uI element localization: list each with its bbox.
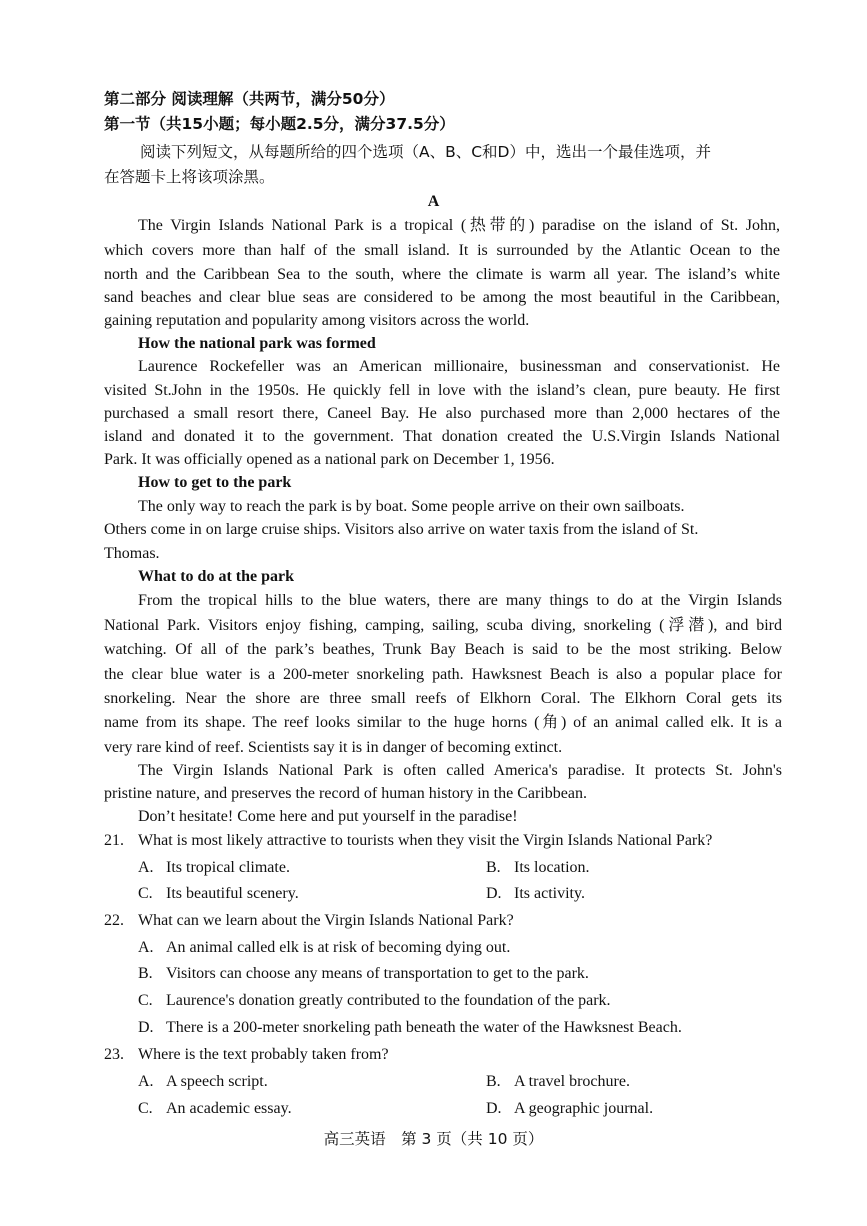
instruction-line-2: 在答题卡上将该项涂黑。 — [104, 168, 275, 186]
passage-line: the clear blue water is a 200-meter snorkeling path. Hawksnest Beach is also a popular place for — [104, 666, 782, 683]
option-letter[interactable]: C. — [138, 992, 153, 1009]
passage-line: watching. Of all of the park’s beathes, Trunk Bay Beach is said to be the most striking. Below — [104, 641, 782, 658]
passage-line: Others come in on large cruise ships. Visitors also arrive on water taxis from the island of St. — [104, 521, 699, 538]
passage-line: gaining reputation and popularity among visitors across the world. — [104, 312, 530, 329]
section-title: 第一节（共15小题；每小题2.5分，满分37.5分） — [104, 115, 455, 133]
option-text: A speech script. — [166, 1073, 268, 1090]
passage-line: Thomas. — [104, 545, 160, 562]
page-footer: 高三英语 第 3 页（共 10 页） — [323, 1130, 544, 1148]
option-letter[interactable]: A. — [138, 859, 154, 876]
passage-line: Park. It was officially opened as a national park on December 1, 1956. — [104, 451, 555, 468]
option-text: Visitors can choose any means of transportation to get to the park. — [166, 965, 589, 982]
option-letter[interactable]: A. — [138, 1073, 154, 1090]
passage-line: name from its shape. The reef looks similar to the huge horns (角) of an animal called elk. It is a — [104, 714, 782, 731]
option-text: Its location. — [514, 859, 590, 876]
passage-closing: Don’t hesitate! Come here and put yourself in the paradise! — [138, 808, 518, 825]
option-text: A geographic journal. — [514, 1100, 654, 1117]
option-letter[interactable]: A. — [138, 939, 154, 956]
option-letter[interactable]: C. — [138, 885, 153, 902]
passage-line: north and the Caribbean Sea to the south, where the climate is warm all year. The island’s white — [104, 266, 780, 283]
passage-line: The Virgin Islands National Park is often called America's paradise. It protects St. John's — [138, 762, 782, 779]
part-title: 第二部分 阅读理解（共两节，满分50分） — [104, 90, 395, 108]
section-heading: How the national park was formed — [138, 335, 376, 352]
section-heading: What to do at the park — [138, 568, 295, 585]
passage-line: National Park. Visitors enjoy fishing, camping, sailing, scuba diving, snorkeling (浮潜), and bird — [104, 617, 782, 634]
option-text: Laurence's donation greatly contributed to the foundation of the park. — [166, 992, 611, 1009]
section-heading: How to get to the park — [138, 474, 292, 491]
option-letter[interactable]: C. — [138, 1100, 153, 1117]
passage-line: very rare kind of reef. Scientists say it is in danger of becoming extinct. — [104, 739, 563, 756]
passage-line: The only way to reach the park is by boat. Some people arrive on their own sailboats. — [138, 498, 685, 515]
instruction-line-1: 阅读下列短文，从每题所给的四个选项（A、B、C和D）中，选出一个最佳选项，并 — [140, 143, 711, 161]
question-text: What can we learn about the Virgin Islands National Park? — [138, 912, 514, 929]
option-letter[interactable]: B. — [138, 965, 153, 982]
passage-line: which covers more than half of the small island. It is surrounded by the Atlantic Ocean to the — [104, 242, 780, 259]
passage-line: pristine nature, and preserves the record of human history in the Caribbean. — [104, 785, 587, 802]
option-text: A travel brochure. — [514, 1073, 630, 1090]
passage-line: The Virgin Islands National Park is a tropical (热带的) paradise on the island of St. John, — [138, 217, 780, 234]
passage-line: From the tropical hills to the blue waters, there are many things to do at the Virgin Islands — [138, 592, 782, 609]
option-letter[interactable]: D. — [486, 885, 502, 902]
option-letter[interactable]: B. — [486, 1073, 501, 1090]
passage-line: sand beaches and clear blue seas are considered to be among the most beautiful in the Caribbean, — [104, 289, 780, 306]
passage-line: visited St.John in the 1950s. He quickly fell in love with the island’s clean, pure beauty. He first — [104, 382, 780, 399]
option-letter[interactable]: D. — [138, 1019, 154, 1036]
question-number: 23. — [104, 1046, 124, 1063]
passage-line: purchased a small resort there, Caneel Bay. He also purchased more than 2,000 hectares of the — [104, 405, 780, 422]
option-text: An animal called elk is at risk of becoming dying out. — [166, 939, 511, 956]
passage-line: snorkeling. Near the shore are three small reefs of Elkhorn Coral. The Elkhorn Coral gets its — [104, 690, 782, 707]
option-text: There is a 200-meter snorkeling path beneath the water of the Hawksnest Beach. — [166, 1019, 682, 1036]
passage-line: island and donated it to the government. That donation created the U.S.Virgin Islands National — [104, 428, 780, 445]
option-text: An academic essay. — [166, 1100, 292, 1117]
question-number: 21. — [104, 832, 124, 849]
option-text: Its activity. — [514, 885, 585, 902]
passage-line: Laurence Rockefeller was an American millionaire, businessman and conservationist. He — [138, 358, 780, 375]
option-letter[interactable]: B. — [486, 859, 501, 876]
question-text: Where is the text probably taken from? — [138, 1046, 389, 1063]
question-text: What is most likely attractive to tourists when they visit the Virgin Islands National Park? — [138, 832, 713, 849]
option-text: Its tropical climate. — [166, 859, 290, 876]
question-number: 22. — [104, 912, 124, 929]
option-text: Its beautiful scenery. — [166, 885, 299, 902]
option-letter[interactable]: D. — [486, 1100, 502, 1117]
passage-label: A — [427, 193, 440, 210]
